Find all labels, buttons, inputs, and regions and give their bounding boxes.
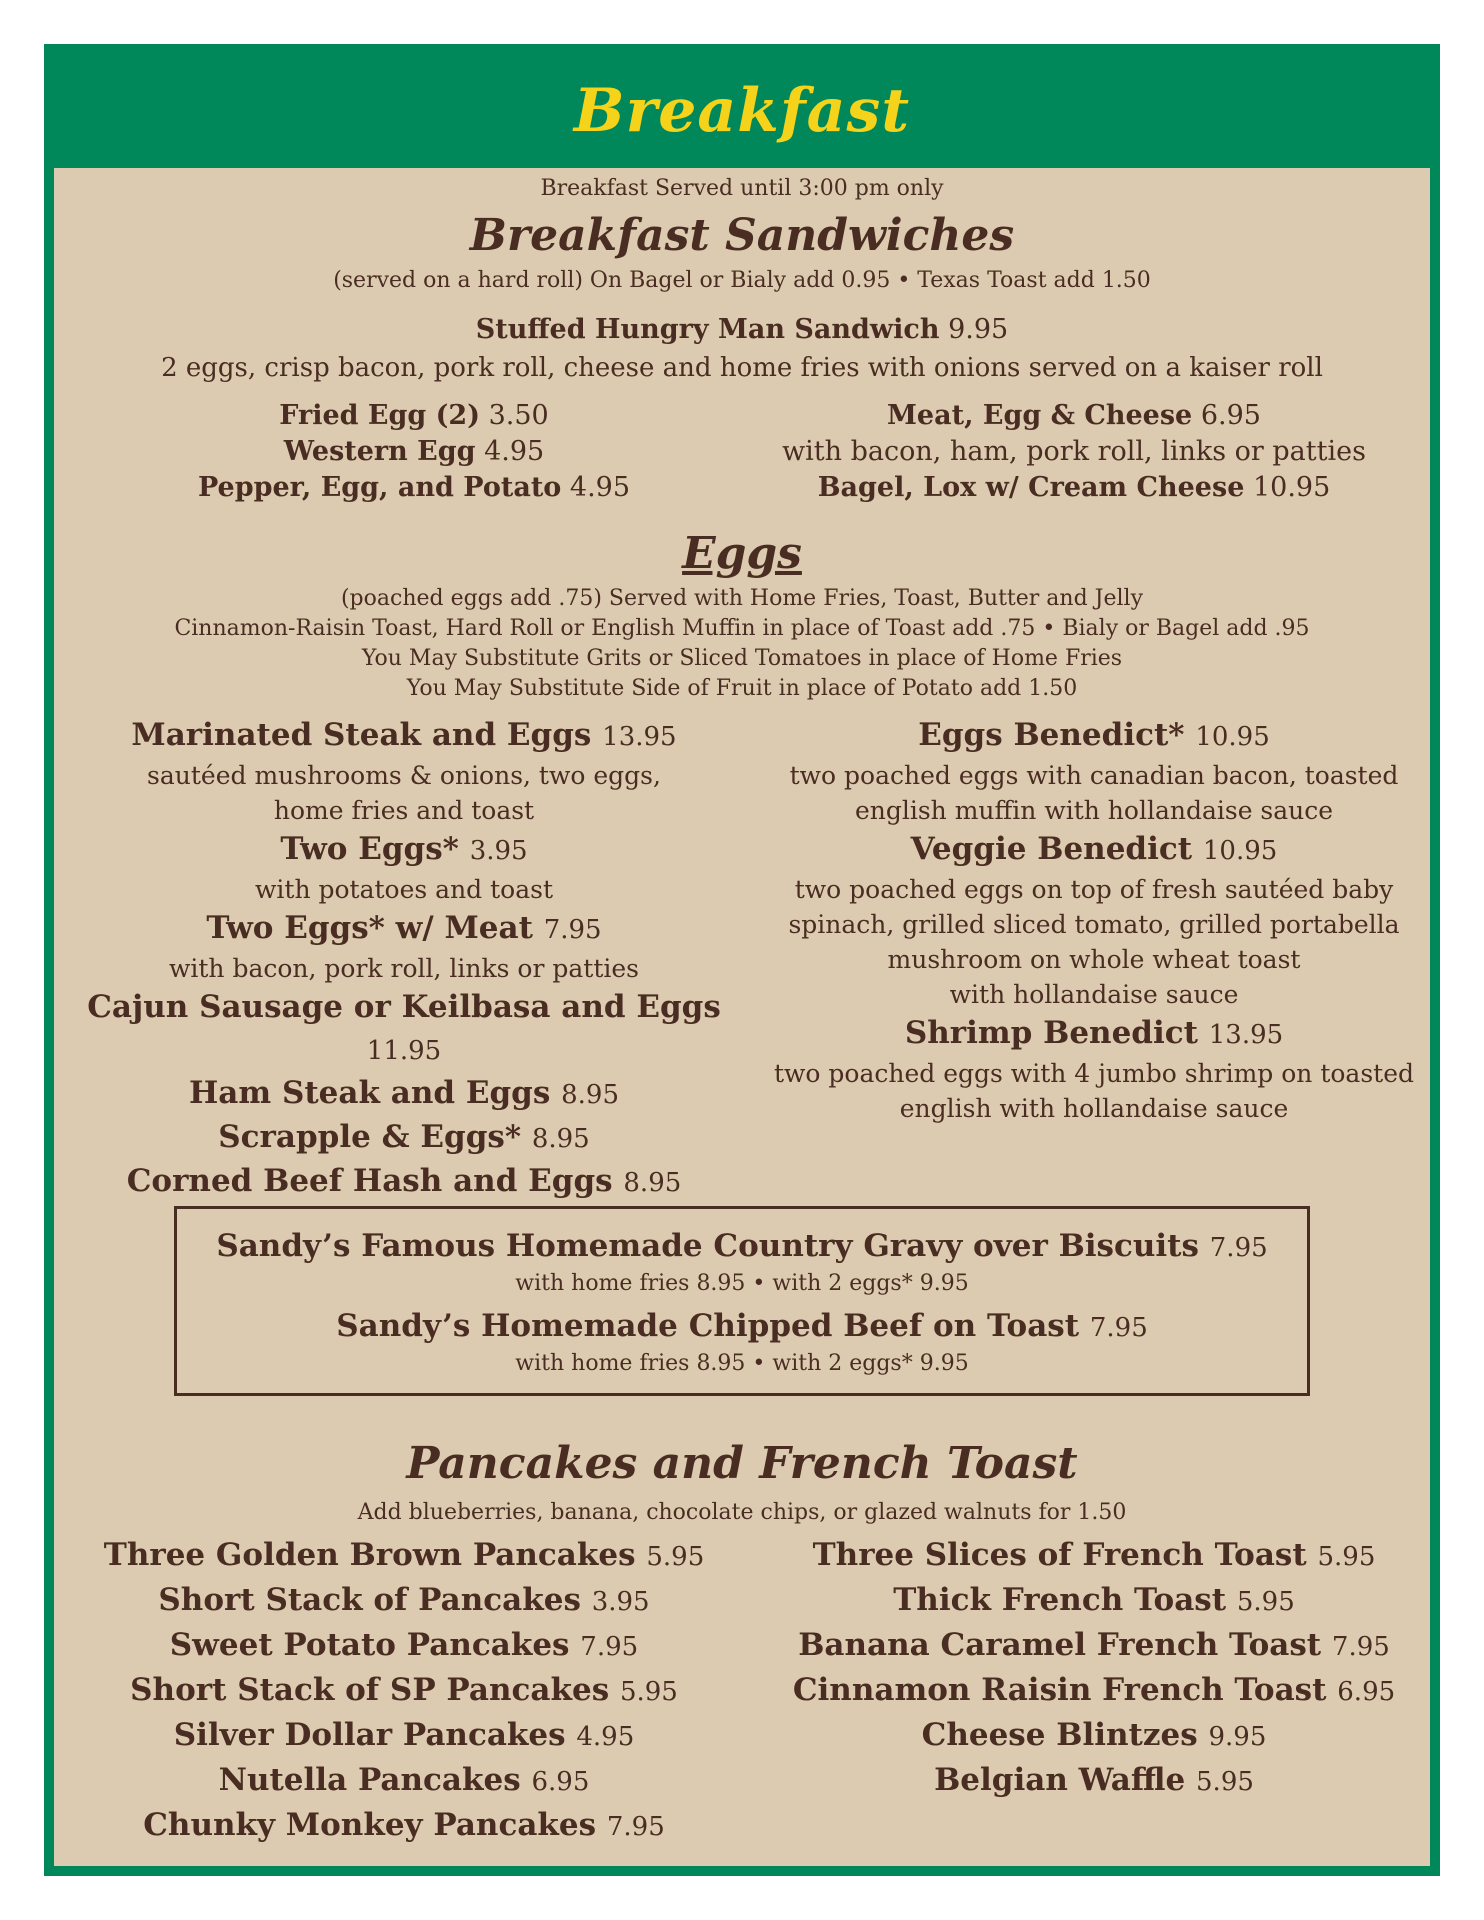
sandwiches-note: (served on a hard roll) On Bagel or Bialy add 0.95 • Texas Toast add 1.50 <box>333 268 1151 293</box>
item-desc: with hollandaise sauce <box>949 980 1239 1009</box>
item-desc: with bacon, ham, pork roll, links or patties <box>782 436 1366 467</box>
menu-item: Veggie Benedict 10.95 <box>910 831 1278 867</box>
feature-item <box>54 312 1430 348</box>
item-desc: english muffin with hollandaise sauce <box>854 796 1334 825</box>
eggs-title: Eggs <box>682 528 802 579</box>
menu-item: Eggs Benedict* 10.95 <box>918 717 1270 753</box>
pancakes-left-column <box>94 1534 714 1849</box>
eggs-note: You May Substitute Grits or Sliced Tomatoes in place of Home Fries <box>361 646 1123 671</box>
item-price: 9.95 <box>948 314 1009 345</box>
item-name: Stuffed Hungry Man Sandwich <box>475 314 940 345</box>
menu-item: Fried Egg (2) 3.50 <box>279 400 549 431</box>
sandwiches-title: Breakfast Sandwiches <box>469 210 1015 261</box>
menu-item: Sweet Potato Pancakes 7.95 <box>169 1627 639 1663</box>
eggs-notes <box>54 584 1430 704</box>
item-desc: with home fries 8.95 • with 2 eggs* 9.95 <box>515 1351 969 1376</box>
menu-item: Chunky Monkey Pancakes 7.95 <box>143 1807 665 1843</box>
menu-item: Three Golden Brown Pancakes 5.95 <box>103 1537 705 1573</box>
menu-item: Two Eggs* 3.95 <box>280 831 528 867</box>
menu-item: Shrimp Benedict 13.95 <box>904 1015 1284 1051</box>
item-desc: mushroom on whole wheat toast <box>887 945 1301 974</box>
menu-item: Bagel, Lox w/ Cream Cheese 10.95 <box>817 472 1331 503</box>
menu-item: Ham Steak and Eggs 8.95 <box>189 1075 619 1111</box>
menu-item: Cinnamon Raisin French Toast 6.95 <box>792 1672 1396 1708</box>
menu-item: Thick French Toast 5.95 <box>893 1582 1295 1618</box>
specials-box <box>174 1206 1310 1396</box>
item-desc: two poached eggs on top of fresh sautéed baby <box>794 875 1394 904</box>
item-desc: home fries and toast <box>273 796 535 825</box>
eggs-note: (poached eggs add .75) Served with Home Fries, Toast, Butter and Jelly <box>340 586 1144 611</box>
eggs-note: Cinnamon-Raisin Toast, Hard Roll or English Muffin in place of Toast add .75 • Bialy or Bagel add .95 <box>174 616 1310 641</box>
menu-item: Banana Caramel French Toast 7.95 <box>798 1627 1390 1663</box>
menu-item: Sandy’s Famous Homemade Country Gravy over Biscuits 7.95 <box>216 1228 1268 1264</box>
menu-item: Belgian Waffle 5.95 <box>934 1762 1254 1798</box>
item-desc: english with hollandaise sauce <box>899 1094 1289 1123</box>
menu-item: Scrapple & Eggs* 8.95 <box>218 1119 590 1155</box>
eggs-left-column <box>74 714 734 1204</box>
item-desc: with home fries 8.95 • with 2 eggs* 9.95 <box>515 1271 969 1296</box>
item-desc: two poached eggs with canadian bacon, toasted <box>789 761 1399 790</box>
served-note: Breakfast Served until 3:00 pm only <box>540 176 944 201</box>
eggs-right-column <box>754 714 1434 1126</box>
header-bar <box>54 54 1430 168</box>
menu-item: Nutella Pancakes 6.95 <box>218 1762 590 1798</box>
item-desc: with potatoes and toast <box>255 875 553 904</box>
menu-item: Marinated Steak and Eggs 13.95 <box>131 717 677 753</box>
item-desc: with bacon, pork roll, links or patties <box>168 954 640 983</box>
menu-item: Cajun Sausage or Keilbasa and Eggs 11.95 <box>87 989 721 1066</box>
feature-desc: 2 eggs, crisp bacon, pork roll, cheese and home fries with onions served on a kaiser roll <box>161 353 1323 383</box>
menu-item: Pepper, Egg, and Potato 4.95 <box>197 472 631 503</box>
menu-item: Cheese Blintzes 9.95 <box>921 1717 1267 1753</box>
pancakes-right-column <box>774 1534 1414 1804</box>
item-desc: sautéed mushrooms & onions, two eggs, <box>147 761 661 790</box>
pancakes-note: Add blueberries, banana, chocolate chips, or glazed walnuts for 1.50 <box>357 1500 1127 1525</box>
menu-item: Meat, Egg & Cheese 6.95 <box>887 400 1261 431</box>
menu-item: Short Stack of SP Pancakes 5.95 <box>130 1672 678 1708</box>
menu-item: Sandy’s Homemade Chipped Beef on Toast 7.95 <box>336 1308 1148 1344</box>
menu-item: Short Stack of Pancakes 3.95 <box>158 1582 650 1618</box>
sandwiches-right-column <box>774 398 1374 506</box>
menu-item: Three Slices of French Toast 5.95 <box>812 1537 1376 1573</box>
page-title: Breakfast <box>573 76 911 146</box>
menu-item: Corned Beef Hash and Eggs 8.95 <box>126 1163 682 1199</box>
item-desc: two poached eggs with 4 jumbo shrimp on toasted <box>773 1059 1415 1088</box>
eggs-note: You May Substitute Side of Fruit in place of Potato add 1.50 <box>406 676 1078 701</box>
pancakes-title: Pancakes and French Toast <box>406 1438 1078 1489</box>
menu-item: Western Egg 4.95 <box>283 436 545 467</box>
sandwiches-left-column <box>134 398 694 506</box>
menu-frame <box>44 44 1440 1876</box>
menu-item: Silver Dollar Pancakes 4.95 <box>173 1717 635 1753</box>
menu-item: Two Eggs* w/ Meat 7.95 <box>206 910 602 946</box>
item-desc: spinach, grilled sliced tomato, grilled portabella <box>788 910 1400 939</box>
